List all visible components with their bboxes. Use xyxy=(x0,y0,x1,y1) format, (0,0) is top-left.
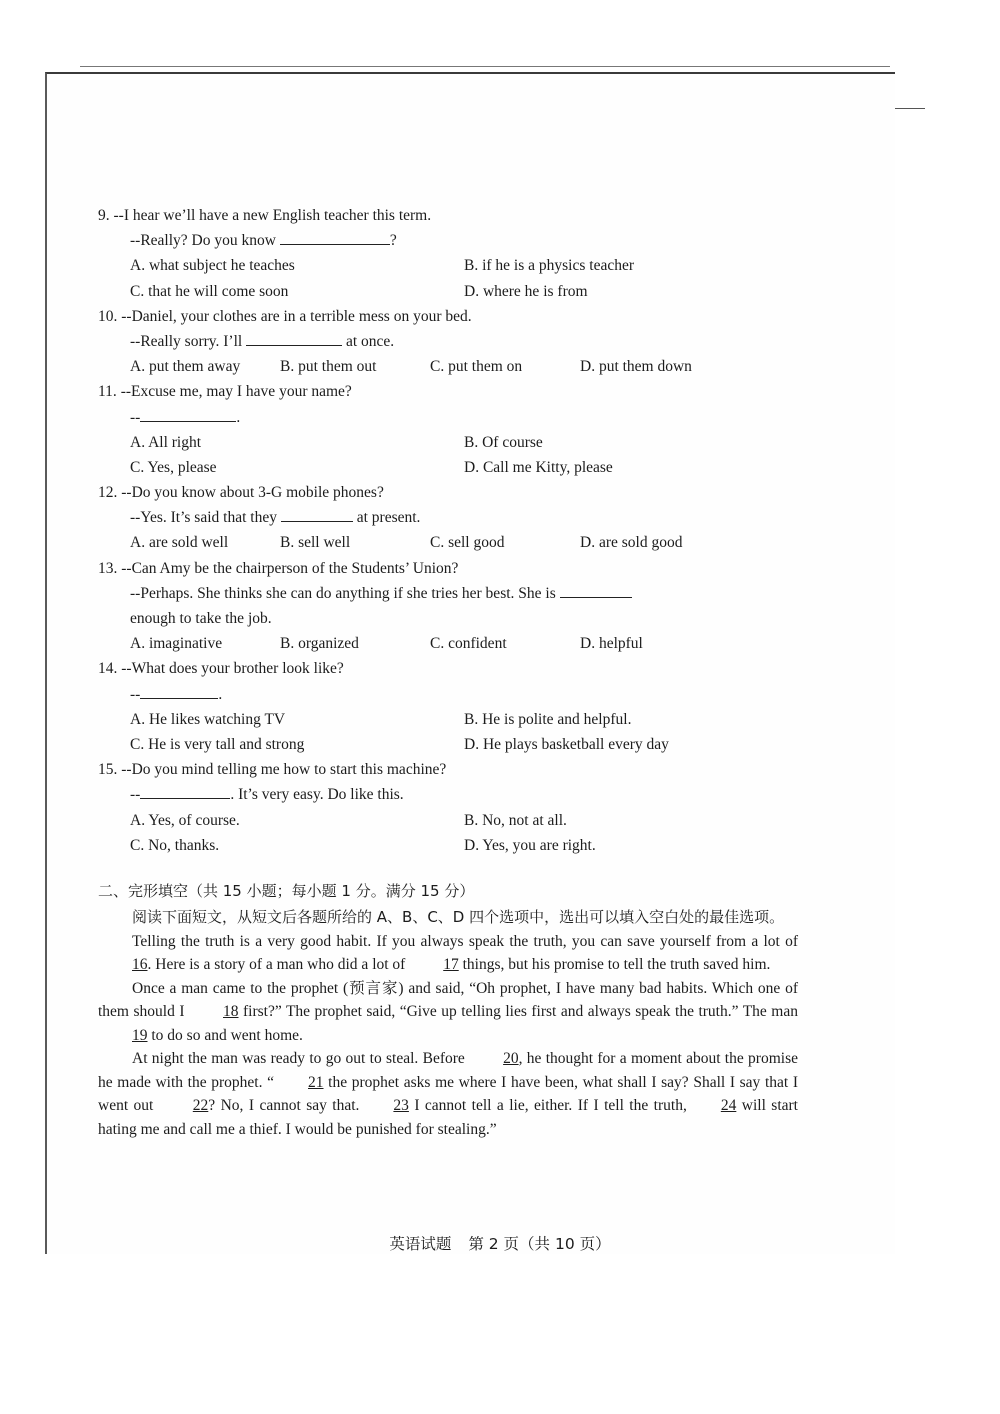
page-footer xyxy=(0,1232,1000,1254)
question-line: --Do you mind telling me how to start this machine? xyxy=(121,761,447,779)
answer-blank xyxy=(281,505,353,522)
option-a: A. All right xyxy=(130,433,202,451)
option-a: A. what subject he teaches xyxy=(130,257,295,275)
prompt-text: . xyxy=(218,685,223,703)
prompt-text: at present. xyxy=(352,509,421,527)
passage-text: first?” The prophet said, “Give up telling lies first and always speak the truth.” The man xyxy=(238,1003,798,1021)
prompt-text: ? xyxy=(389,232,397,250)
passage-text: Once a man came to the prophet (预言家) and said, “Oh prophet, I have many bad habits. Which one of them should I xyxy=(98,979,798,1021)
answer-blank xyxy=(246,329,342,346)
passage-paragraph-3 xyxy=(98,1047,798,1141)
answer-blank xyxy=(280,228,390,245)
question-15 xyxy=(98,757,798,858)
prompt-text: at once. xyxy=(342,332,395,350)
option-d: D. put them down xyxy=(580,358,692,376)
blank-24: 24 xyxy=(720,1097,737,1115)
blank-18: 18 xyxy=(223,1003,239,1021)
question-line: --I hear we’ll have a new English teacher this term. xyxy=(113,207,432,224)
option-c: C. sell good xyxy=(430,534,505,552)
passage-paragraph-2 xyxy=(98,977,798,1048)
question-number: 13. xyxy=(98,559,118,577)
blank-19: 19 xyxy=(132,1026,148,1044)
question-number: 15. xyxy=(98,761,118,779)
option-c: C. Yes, please xyxy=(130,458,217,476)
blank-20: 20 xyxy=(503,1050,519,1068)
blank-21: 21 xyxy=(308,1073,324,1091)
answer-blank xyxy=(560,581,632,598)
option-b: B. He is polite and helpful. xyxy=(464,710,632,728)
prompt-text: --Yes. It’s said that they xyxy=(130,509,281,527)
option-c: C. No, thanks. xyxy=(130,836,220,854)
blank-16: 16 xyxy=(132,956,148,974)
question-11 xyxy=(98,379,798,480)
cloze-passage xyxy=(98,930,798,1142)
prompt-continuation: enough to take the job. xyxy=(130,610,272,627)
passage-text: Telling the truth is a very good habit. If you always speak the truth, you can save yourself from a lot of xyxy=(132,932,798,950)
question-line: --What does your brother look like? xyxy=(121,660,344,678)
question-9 xyxy=(98,203,798,304)
answer-blank xyxy=(140,782,230,799)
blank-17: 17 xyxy=(443,956,459,974)
option-b: B. put them out xyxy=(280,358,377,376)
passage-text: will start hating me and call me a thief. I would be punished for stealing.” xyxy=(98,1097,798,1138)
question-line: --Daniel, your clothes are in a terrible mess on your bed. xyxy=(121,307,472,325)
option-c: C. put them on xyxy=(430,358,523,376)
option-b: B. Of course xyxy=(464,433,543,451)
footer-subject: 英语试题 xyxy=(389,1235,452,1253)
option-a: A. Yes, of course. xyxy=(130,811,240,829)
scan-mark xyxy=(895,108,925,109)
section-instruction: 阅读下面短文，从短文后各题所给的 A、B、C、D 四个选项中，选出可以填入空白处的最佳选项。 xyxy=(132,907,785,926)
option-a: A. are sold well xyxy=(130,534,229,552)
option-d: D. where he is from xyxy=(464,282,588,300)
question-number: 9. xyxy=(98,207,110,224)
prompt-text: -- xyxy=(130,408,141,426)
answer-blank xyxy=(140,405,236,422)
answer-blank xyxy=(140,682,218,699)
question-12 xyxy=(98,480,798,556)
option-d: D. He plays basketball every day xyxy=(464,735,669,753)
option-a: A. He likes watching TV xyxy=(130,710,286,728)
section-title: 二、完形填空（共 15 小题；每小题 1 分。满分 15 分） xyxy=(98,881,475,900)
prompt-text: . xyxy=(236,408,241,426)
prompt-text: --Really sorry. I’ll xyxy=(130,332,247,350)
option-d: D. are sold good xyxy=(580,534,683,552)
question-line: --Excuse me, may I have your name? xyxy=(120,383,352,401)
prompt-text: -- xyxy=(130,786,141,804)
question-number: 11. xyxy=(98,383,117,401)
passage-text: I cannot tell a lie, either. If I tell the truth, xyxy=(408,1097,687,1115)
prompt-text: --Really? Do you know xyxy=(130,232,280,250)
page-edge-shadow xyxy=(80,66,890,67)
question-number: 14. xyxy=(98,660,118,678)
option-d: D. Yes, you are right. xyxy=(464,836,596,854)
question-number: 10. xyxy=(98,307,118,325)
question-number: 12. xyxy=(98,484,118,502)
passage-text: ? No, I cannot say that. xyxy=(208,1097,360,1115)
exam-content xyxy=(98,203,798,1141)
question-14 xyxy=(98,656,798,757)
option-b: B. if he is a physics teacher xyxy=(464,257,635,275)
option-b: B. sell well xyxy=(280,534,351,552)
blank-22: 22 xyxy=(192,1097,209,1115)
footer-page-number: 第 2 页（共 10 页） xyxy=(468,1235,611,1253)
question-line: --Do you know about 3-G mobile phones? xyxy=(121,484,384,502)
blank-23: 23 xyxy=(393,1097,409,1115)
question-10 xyxy=(98,304,798,380)
passage-text: the prophet asks me where I have been, what shall I say? Shall I say that I went out xyxy=(98,1073,798,1115)
passage-text: , he thought for a moment about the promise he made with the prophet. “ xyxy=(98,1050,798,1091)
passage-text: things, but his promise to tell the truth saved him. xyxy=(458,956,771,974)
question-line: --Can Amy be the chairperson of the Students’ Union? xyxy=(121,559,459,577)
passage-text: At night the man was ready to go out to steal. Before xyxy=(132,1050,470,1068)
option-c: C. confident xyxy=(430,635,507,653)
passage-text: . Here is a story of a man who did a lot of xyxy=(147,956,410,974)
question-13 xyxy=(98,556,798,657)
passage-text: to do so and went home. xyxy=(147,1026,303,1044)
option-d: D. Call me Kitty, please xyxy=(464,458,613,476)
prompt-text: --Perhaps. She thinks she can do anything if she tries her best. She is xyxy=(130,584,560,602)
option-c: C. that he will come soon xyxy=(130,282,289,300)
prompt-text: -- xyxy=(130,685,141,703)
prompt-text: . It’s very easy. Do like this. xyxy=(230,786,404,804)
option-b: B. No, not at all. xyxy=(464,811,567,829)
passage-paragraph-1 xyxy=(98,930,798,977)
option-b: B. organized xyxy=(280,635,359,653)
option-d: D. helpful xyxy=(580,635,643,653)
option-a: A. put them away xyxy=(130,358,241,376)
option-a: A. imaginative xyxy=(130,635,223,653)
option-c: C. He is very tall and strong xyxy=(130,735,305,753)
